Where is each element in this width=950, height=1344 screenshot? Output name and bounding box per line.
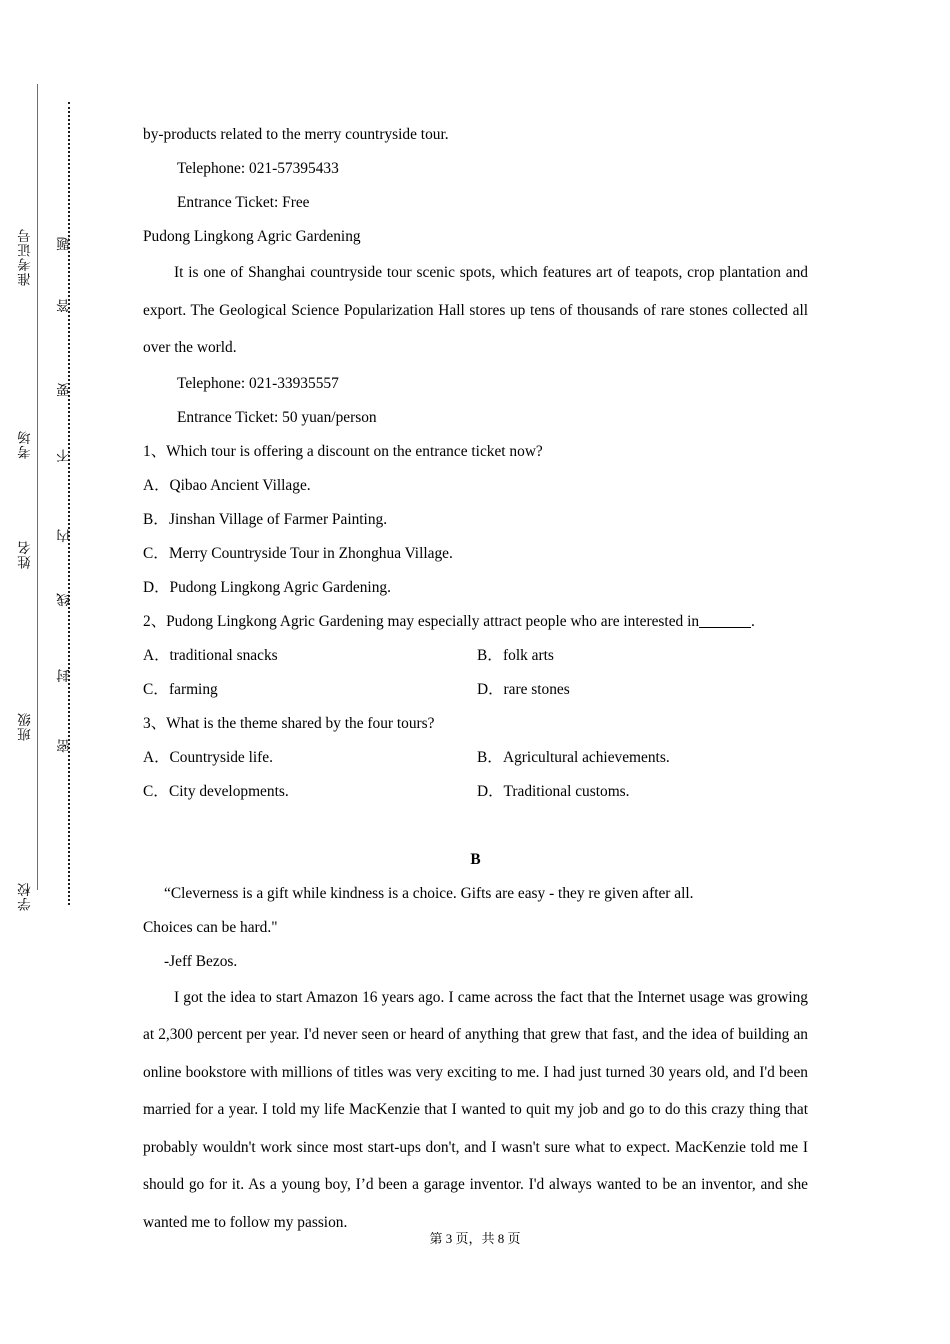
seal-char-2: 要 [57,382,72,397]
option-letter: B． [477,646,503,664]
question-2-option-row-1 [143,639,808,673]
question-1-stem [143,435,808,469]
question-2-option-row-2 [143,673,808,707]
option-letter: C． [143,680,169,698]
option-letter: A． [143,646,170,664]
question-1-option-a[interactable] [143,469,808,503]
option-text: Jinshan Village of Farmer Painting. [169,510,388,528]
seal-solid-rule [37,84,38,890]
question-3-option-a[interactable] [143,741,273,775]
question-2-number: 2、 [143,612,167,630]
option-text: Traditional customs. [503,782,630,800]
question-2-stem [143,605,808,639]
question-3-option-row-1 [143,741,808,775]
option-letter: B． [143,510,169,528]
field-label-class: 班级 [18,712,33,741]
body-line-telephone-2: Telephone: 021-33935557 [177,374,339,392]
option-text: Agricultural achievements. [503,748,670,766]
question-3-option-row-2 [143,775,808,809]
field-label-name: 姓名 [18,540,33,569]
option-letter: C． [143,544,169,562]
option-text: City developments. [169,782,289,800]
seal-margin [0,0,130,1344]
page-footer [0,1228,950,1247]
question-2-option-b[interactable] [477,639,554,673]
heading-pudong-lingkong: Pudong Lingkong Agric Gardening [143,228,361,245]
option-letter: C． [143,782,169,800]
section-b-passage-text: I got the idea to start Amazon 16 years ago. I came across the fact that the Internet usage was growing at 2,300 percent per year. I'd never seen or heard of anything that grew that fast, and the idea of building an online bookstore with millions of titles was very exciting to me. I had just turned 30 years old, and I'd been married for a year. I told my life MacKenzie that I wanted to quit my job and go to do this crazy thing that probably wouldn't work since most start-ups don't, and I wasn't sure what to expect. MacKenzie told me I should go for it. As a young boy, I’d been a garage inventor. I'd always wanted to be an inventor, and she wanted me to follow my passion. [143,988,808,1231]
paragraph-pudong-description [143,254,808,367]
seal-char-5: 线 [57,592,72,607]
seal-char-6: 封 [57,668,72,683]
body-line-telephone-1: Telephone: 021-57395433 [177,160,339,177]
question-3-number: 3、 [143,714,167,732]
option-letter: D． [477,680,504,698]
option-text: traditional snacks [169,646,278,664]
section-b-passage [143,979,808,1242]
question-1-option-b[interactable] [143,503,808,537]
option-text: Merry Countryside Tour in Zhonghua Village. [169,544,453,562]
seal-char-0: 题 [57,236,72,251]
section-b-quote-line-1: “Cleverness is a gift while kindness is a choice. Gifts are easy - they re given after all. [164,884,694,902]
option-text: rare stones [503,680,570,698]
main-text-column [143,0,808,1344]
answer-blank[interactable] [699,627,751,628]
question-2-text: Pudong Lingkong Agric Gardening may especially attract people who are interested in [166,612,700,630]
question-3-option-c[interactable] [143,775,289,809]
question-1-option-c[interactable] [143,537,808,571]
page-number-label: 第 3 页，共 8 页 [429,1231,521,1246]
question-2-option-d[interactable] [477,673,570,707]
option-letter: A． [143,476,170,494]
question-3-option-b[interactable] [477,741,670,775]
field-label-admission-number: 准考证号 [18,228,33,286]
question-1-text: Which tour is offering a discount on the entrance ticket now? [166,442,543,460]
section-b-attribution: -Jeff Bezos. [164,952,238,970]
section-b-heading: B [470,850,481,868]
question-3-text: What is the theme shared by the four tours? [166,714,435,732]
field-label-school: 学校 [18,882,33,911]
option-letter: A． [143,748,170,766]
body-line-byproducts: by-products related to the merry countryside tour. [143,126,449,143]
question-2-option-a[interactable] [143,639,278,673]
option-text: Qibao Ancient Village. [169,476,311,494]
question-2-option-c[interactable] [143,673,218,707]
seal-dotted-rule [68,102,70,905]
option-text: Pudong Lingkong Agric Gardening. [169,578,391,596]
option-text: folk arts [503,646,554,664]
body-line-ticket-1: Entrance Ticket: Free [177,194,310,211]
question-3-option-d[interactable] [477,775,630,809]
question-1-option-d[interactable] [143,571,808,605]
question-3-stem [143,707,808,741]
paragraph-pudong-text: It is one of Shanghai countryside tour scenic spots, which features art of teapots, crop plantation and export. The Geological Science Popularization Hall stores up tens of thousands of rare stones collected all over the world. [143,264,808,356]
body-line-ticket-2: Entrance Ticket: 50 yuan/person [177,408,377,426]
section-b-quote-line-2: Choices can be hard." [143,918,278,936]
seal-char-7: 密 [57,738,72,753]
option-letter: D． [143,578,170,596]
seal-char-1: 答 [57,298,72,313]
seal-char-3: 不 [57,448,72,463]
option-letter: D． [477,782,504,800]
seal-char-4: 内 [57,528,72,543]
field-label-exam-room: 考场 [18,430,33,459]
option-text: farming [169,680,218,698]
option-text: Countryside life. [169,748,273,766]
question-2-text-tail: . [751,612,755,630]
option-letter: B． [477,748,503,766]
question-1-number: 1、 [143,442,167,460]
